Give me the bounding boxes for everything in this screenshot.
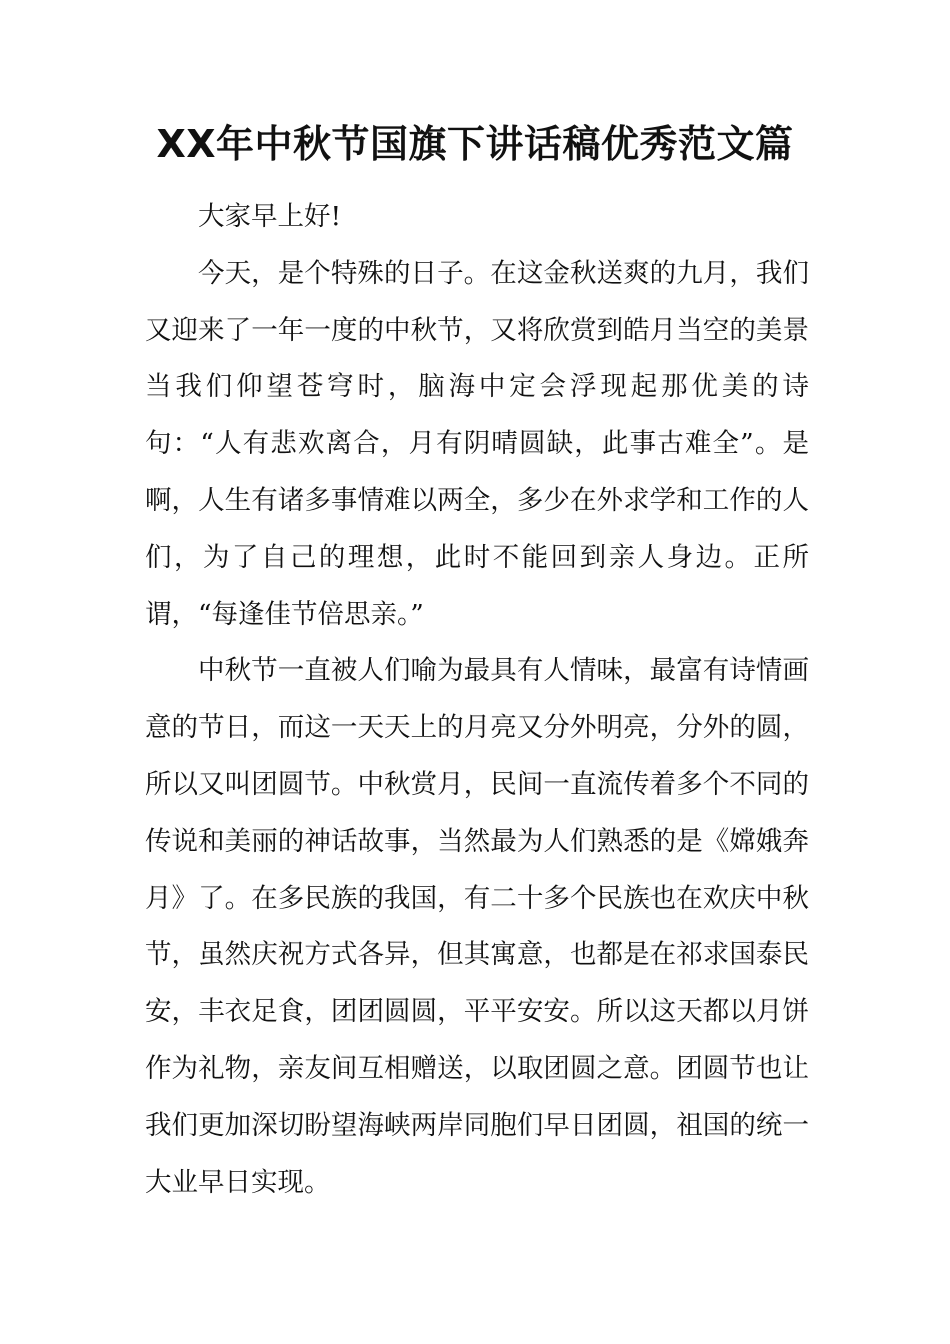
body-paragraph: 中秋节一直被人们喻为最具有人情味，最富有诗情画意的节日，而这一天天上的月亮又分外明亮，分外的圆，所以又叫团圆节。中秋赏月，民间一直流传着多个不同的传说和美丽的神话故事，当然最为人们熟悉的是《嫦娥奔月》了。在多民族的我国，有二十多个民族也在欢庆中秋节，虽然庆祝方式各异，但其寓意，也都是在祁求国泰民安，丰衣足食，团团圆圆，平平安安。所以这天都以月饼作为礼物，亲友间互相赠送，以取团圆之意。团圆节也让我们更加深切盼望海峡两岸同胞们早日团圆，祖国的统一大业早日实现。	[145, 655, 809, 1198]
document-body	[145, 189, 809, 1211]
document-title: XX年中秋节国旗下讲话稿优秀范文篇	[156, 122, 794, 166]
greeting-paragraph: 大家早上好!	[198, 201, 342, 232]
body-paragraph: 今天，是个特殊的日子。在这金秋送爽的九月，我们又迎来了一年一度的中秋节，又将欣赏到皓月当空的美景当我们仰望苍穹时，脑海中定会浮现起那优美的诗句：“人有悲欢离合，月有阴晴圆缺，此事古难全”。是啊，人生有诸多事情难以两全，多少在外求学和工作的人们，为了自己的理想，此时不能回到亲人身边。正所谓，“每逢佳节倍思亲。”	[145, 257, 809, 630]
